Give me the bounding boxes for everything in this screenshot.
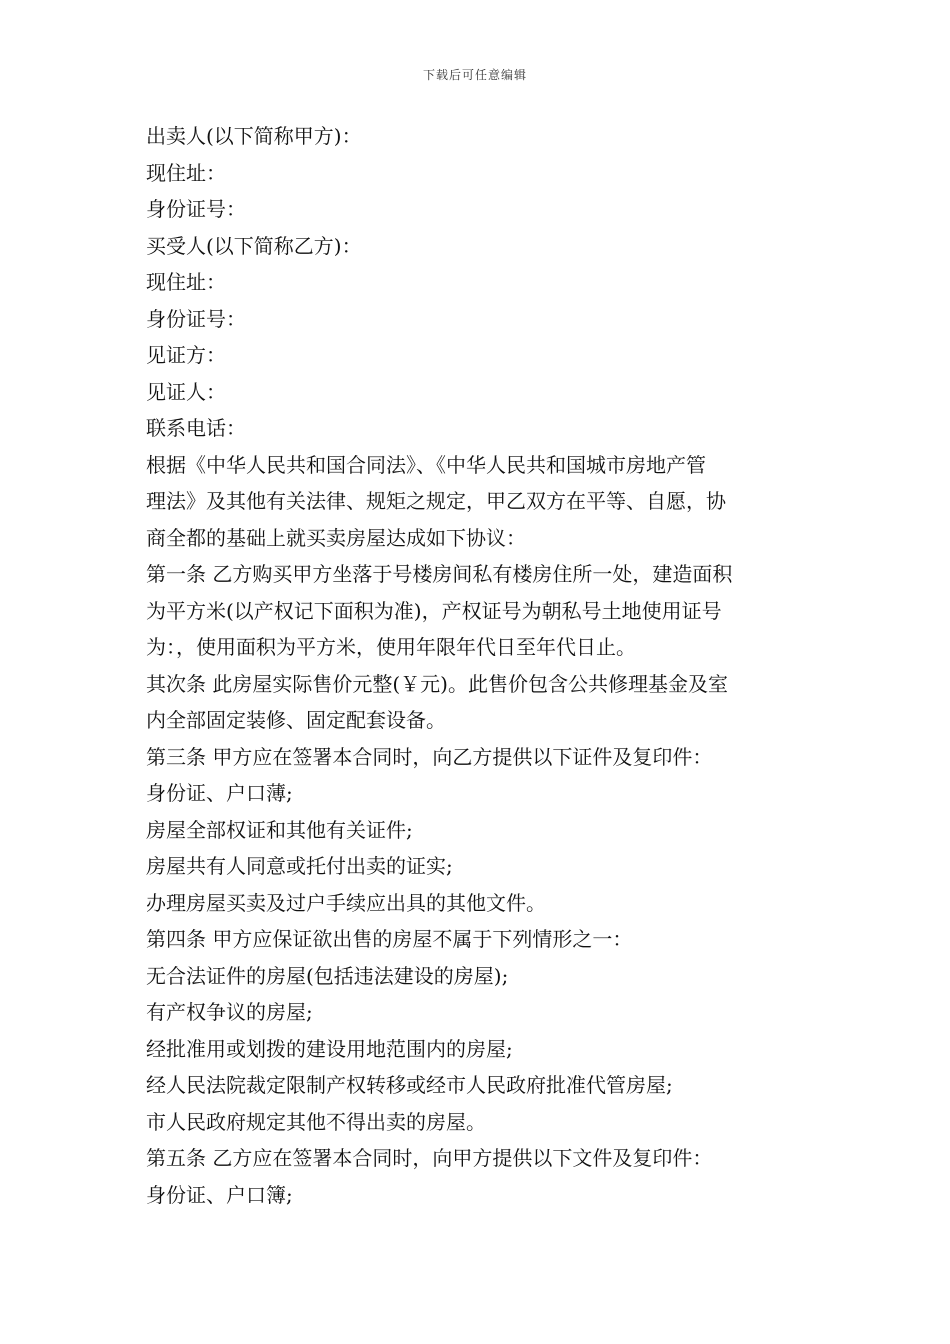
text-line: 见证人：	[146, 379, 226, 404]
text-line: 买受人(以下简称乙方)：	[146, 233, 362, 258]
text-line: 理法》及其他有关法律、规矩之规定，甲乙双方在平等、自愿，协	[146, 489, 726, 513]
text-line: 第一条 乙方购买甲方坐落于号楼房间私有楼房住所一处，建造面积	[146, 562, 733, 586]
text-line: 房屋全部权证和其他有关证件;	[146, 817, 413, 842]
text-line: 经批准用或划拨的建设用地范围内的房屋;	[146, 1036, 513, 1061]
text-line: 有产权争议的房屋;	[146, 1000, 313, 1024]
text-line: 市人民政府规定其他不得出卖的房屋。	[146, 1109, 486, 1134]
text-line: 为平方米(以产权记下面积为准)，产权证号为朝私号土地使用证号	[146, 598, 722, 623]
text-line: 第三条 甲方应在签署本合同时，向乙方提供以下证件及复印件：	[146, 744, 713, 769]
text-line: 联系电话：	[146, 416, 246, 440]
text-line: 商全都的基础上就买卖房屋达成如下协议：	[146, 525, 526, 550]
text-line: 见证方：	[146, 343, 226, 367]
text-line: 无合法证件的房屋(包括违法建设的房屋);	[146, 963, 509, 988]
text-line: 房屋共有人同意或托付出卖的证实;	[146, 854, 453, 878]
text-line: 为：，使用面积为平方米，使用年限年代日至年代日止。	[146, 635, 636, 659]
text-line: 第四条 甲方应保证欲出售的房屋不属于下列情形之一：	[146, 927, 633, 951]
text-line: 根据《中华人民共和国合同法》、《中华人民共和国城市房地产管	[146, 452, 706, 477]
text-line: 身份证、户口簿;	[146, 1182, 293, 1207]
text-line: 身份证、户口薄;	[146, 781, 293, 805]
text-line: 出卖人(以下简称甲方)：	[146, 124, 362, 148]
contract-body	[146, 118, 811, 1213]
text-line: 身份证号：	[146, 197, 246, 221]
text-line: 现住址：	[146, 270, 226, 294]
text-line: 其次条 此房屋实际售价元整(￥元)。此售价包含公共修理基金及室	[146, 671, 728, 696]
text-line: 第五条 乙方应在签署本合同时，向甲方提供以下文件及复印件：	[146, 1146, 713, 1170]
text-line: 办理房屋买卖及过户手续应出具的其他文件。	[146, 890, 546, 915]
text-line: 现住址：	[146, 160, 226, 185]
text-line: 内全部固定装修、固定配套设备。	[146, 708, 446, 732]
text-line: 身份证号：	[146, 306, 246, 331]
text-line: 经人民法院裁定限制产权转移或经市人民政府批准代管房屋;	[146, 1073, 673, 1097]
page-header: 下载后可任意编辑	[422, 68, 527, 82]
